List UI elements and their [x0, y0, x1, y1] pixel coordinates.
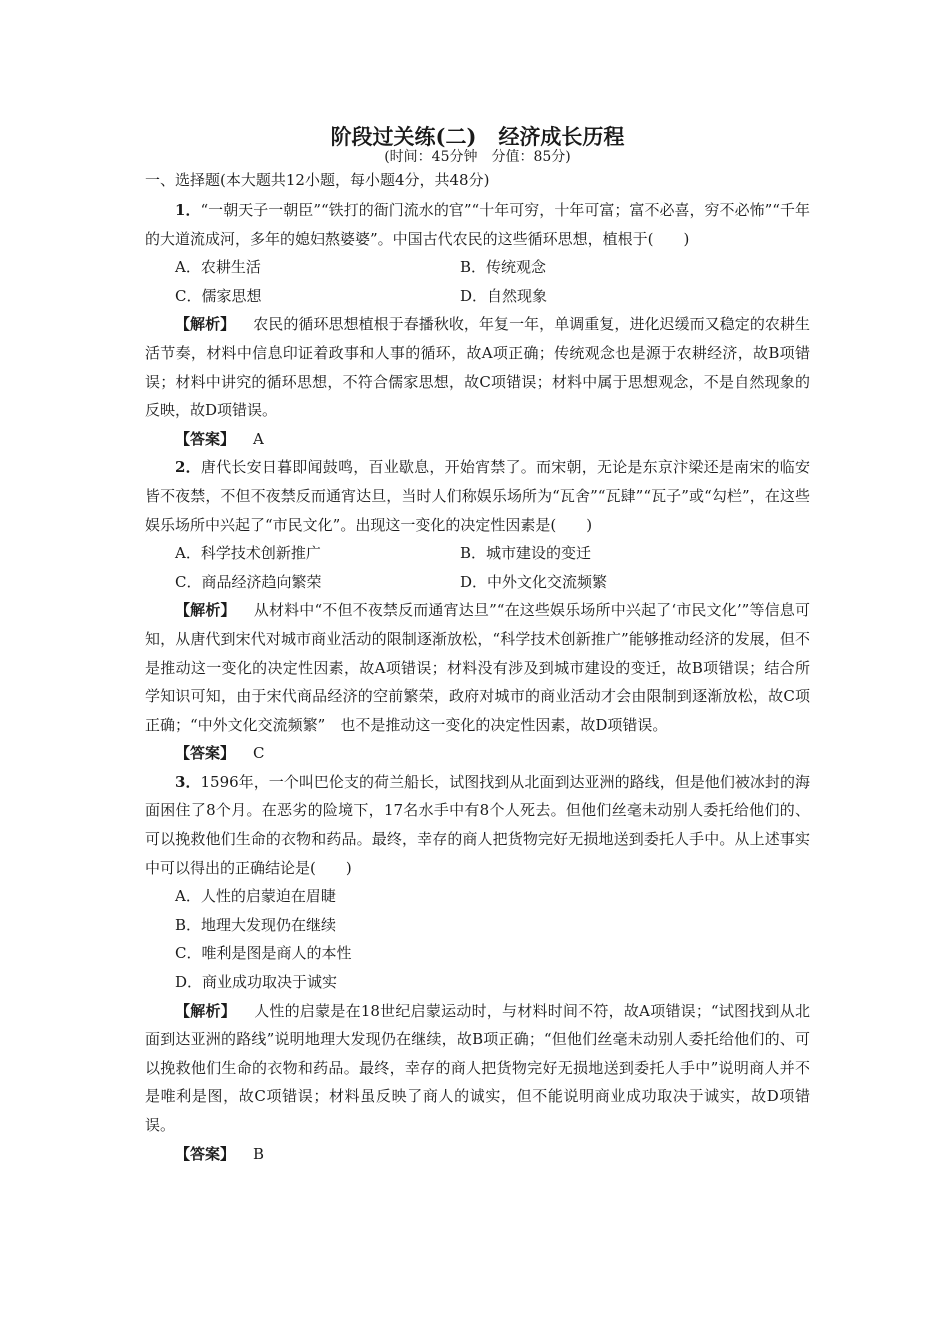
option-a: A．科学技术创新推广 — [175, 544, 321, 563]
option-b: B．城市建设的变迁 — [460, 544, 592, 563]
title-sub: 经济成长历程 — [498, 124, 625, 149]
option-d: D．商业成功取决于诚实 — [175, 973, 338, 992]
options-row — [145, 539, 810, 568]
answer-value: C — [253, 744, 265, 763]
question-2 — [145, 453, 810, 768]
document-content — [145, 122, 810, 1168]
option-d: D．中外文化交流频繁 — [460, 572, 608, 591]
option-a: A．人性的启蒙迫在眉睫 — [175, 887, 336, 906]
title-main: 阶段过关练(二) — [330, 124, 477, 149]
analysis-block — [145, 997, 810, 1140]
question-number: 2． — [175, 458, 201, 477]
option-d: D．自然现象 — [460, 286, 548, 305]
options-row — [145, 253, 810, 282]
option-a: A．农耕生活 — [175, 258, 261, 277]
analysis-text: 人性的启蒙是在18世纪启蒙运动时，与材料时间不符，故A项错误；“试图找到从北面到达亚洲的路线”说明地理大发现仍在继续，故B项正确；“但他们丝毫未动别人委托给他们的、可以挽救他们生命的衣物和药品。最终，幸存的商人把货物完好无损地送到委托人手中”说明商人并不是唯利是图，故C项错误；材料虽反映了商人的诚实，但不能说明商业成功取决于诚实，故D项错误。 — [145, 1001, 810, 1134]
analysis-text: 农民的循环思想植根于春播秋收，年复一年，单调重复，进化迟缓而又稳定的农耕生活节奏，材料中信息印证着政事和人事的循环，故A项正确；传统观念也是源于农耕经济，故B项错误；材料中讲究的循环思想，不符合儒家思想，故C项错误；材料中属于思想观念，不是自然现象的反映，故D项错误。 — [145, 315, 810, 420]
answer-value: A — [253, 429, 264, 448]
option-c: C．儒家思想 — [175, 286, 262, 305]
question-stem — [145, 196, 810, 253]
answer-block — [145, 1140, 810, 1169]
question-1 — [145, 196, 810, 453]
option-c: C．商品经济趋向繁荣 — [175, 572, 322, 591]
analysis-block — [145, 310, 810, 424]
question-stem — [145, 768, 810, 882]
option-b: B．传统观念 — [460, 258, 547, 277]
question-number: 3． — [175, 772, 201, 791]
exam-meta: (时间：45分钟 分值：85分) — [384, 149, 571, 165]
question-text: 1596年，一个叫巴伦支的荷兰船长，试图找到从北面到达亚洲的路线，但是他们被冰封的海面困住了8个月。在恶劣的险境下，17名水手中有8个人死去。但他们丝毫未动别人委托给他们的、可以挽救他们生命的衣物和药品。最终，幸存的商人把货物完好无损地送到委托人手中。从上述事实中可以得出的正确结论是( ) — [145, 772, 810, 877]
answer-block — [145, 425, 810, 454]
section-heading: 一、选择题(本大题共12小题，每小题4分，共48分) — [145, 171, 490, 189]
question-text: “一朝天子一朝臣”“铁打的衙门流水的官”“十年可穷，十年可富；富不必喜，穷不必怖”“千年的大道流成河，多年的媳妇熬婆婆”。中国古代农民的这些循环思想，植根于( ) — [145, 201, 811, 248]
options-row — [145, 568, 810, 597]
answer-value: B — [253, 1144, 265, 1163]
question-stem — [145, 453, 810, 539]
answer-label: 【答案】 — [175, 429, 236, 448]
answer-block — [145, 739, 810, 768]
question-text: 唐代长安日暮即闻鼓鸣，百业歇息，开始宵禁了。而宋朝，无论是东京汴梁还是南宋的临安皆不夜禁，不但不夜禁反而通宵达旦，当时人们称娱乐场所为“瓦舍”“瓦肆”“瓦子”或“勾栏”，在这些娱乐场所中兴起了“市民文化”。出现这一变化的决定性因素是( ) — [145, 458, 810, 534]
option-c: C．唯利是图是商人的本性 — [175, 944, 352, 963]
question-number: 1． — [175, 201, 201, 219]
analysis-text: 从材料中“不但不夜禁反而通宵达旦”“在这些娱乐场所中兴起了‘市民文化’”等信息可知，从唐代到宋代对城市商业活动的限制逐渐放松，“科学技术创新推广”能够推动经济的发展，但不是推动这一变化的决定性因素，故A项错误；材料没有涉及到城市建设的变迁，故B项错误；结合所学知识可知，由于宋代商品经济的空前繁荣，政府对城市的商业活动才会由限制到逐渐放松，故C项正确；“中外文化交流频繁” 也不是推动这一变化的决定性因素，故D项错误。 — [145, 601, 810, 734]
option-b: B．地理大发现仍在继续 — [175, 915, 337, 934]
analysis-label: 【解析】 — [175, 315, 236, 334]
question-3 — [145, 768, 810, 1168]
analysis-label: 【解析】 — [175, 1001, 236, 1020]
answer-label: 【答案】 — [175, 1144, 236, 1163]
analysis-label: 【解析】 — [175, 601, 236, 620]
answer-label: 【答案】 — [175, 744, 236, 763]
options-row — [145, 282, 810, 311]
analysis-block — [145, 596, 810, 739]
